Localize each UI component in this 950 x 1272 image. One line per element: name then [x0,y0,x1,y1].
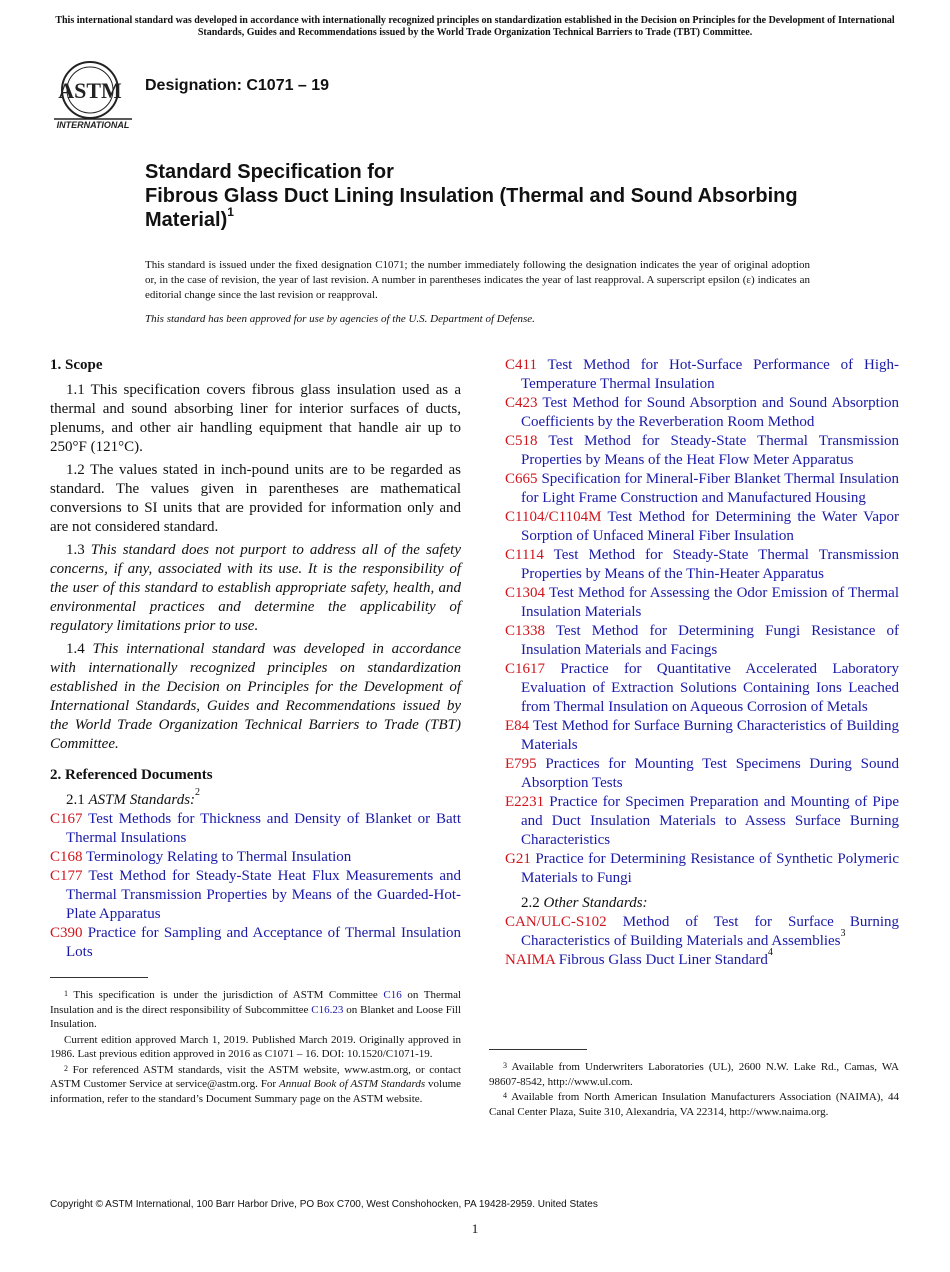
issue-note: This standard is issued under the fixed designation C1071; the number immediately following the designation indicates the year of original adoption or, in the case of revision, the year of last revision. A number in parentheses indicates the year of last reapproval. A superscript epsilon (ε) indicates an editorial change since the last revision or reapproval. [145,259,810,301]
top-notice: This international standard was developed in accordance with internationally recognized principles on standardization established in the Decision on Principles for the Development of International Standards, Guides and Recommendations issued by the World Trade Organization Technical Barriers to Trade (TBT) Committee. [55,15,895,38]
ref-item[interactable] [505,622,899,660]
title-main: Fibrous Glass Duct Lining Insulation (Thermal and Sound Absorbing Material) [145,185,798,231]
astm-standards-subheading [66,787,461,810]
ref-item[interactable] [505,850,899,888]
section-heading-scope: 1. Scope [50,357,103,373]
ref-code[interactable]: C1617 [505,661,546,677]
ref-item[interactable] [505,755,899,793]
subcommittee-link[interactable]: C16.23 [311,1003,344,1016]
logo-text: ASTM [58,78,122,103]
ref-item[interactable] [505,793,899,850]
ref-item[interactable] [505,470,899,508]
ref-item[interactable] [50,924,461,962]
ref-title[interactable]: Practices for Mounting Test Specimens During Sound Absorption Tests [521,756,900,791]
footnote-4 [489,1090,899,1119]
ref-code[interactable]: C665 [505,471,538,487]
page-number: 1 [471,1221,479,1236]
ref-footnote-mark: 4 [767,947,773,958]
astm-standards-label: ASTM Standards: [88,792,196,808]
ref-item[interactable] [505,913,899,951]
ref-code[interactable]: G21 [505,851,531,867]
footnote-2-book-title: Annual Book of ASTM Standards [279,1078,426,1090]
ref-code[interactable]: C423 [505,395,538,411]
scope-1-1: 1.1 This specification covers fibrous glass insulation used as a thermal and sound absorbing liner for interior surfaces of ducts, plenums, and other air handling equipment that handle air up to 250°F (121°C). [50,382,461,455]
other-standards-label: Other Standards: [543,895,648,911]
footnote-2 [50,1063,461,1107]
astm-refs-right [505,356,899,888]
footnote-divider-right [489,1049,587,1050]
footnote-3-text: Available from Underwriters Laboratories (UL), 2600 N.W. Lake Rd., Camas, WA 98607-8542, http://www.ul.com. [489,1061,899,1088]
scope-1-4 [50,640,461,754]
footnotes-right [489,1060,899,1120]
ref-code[interactable]: C167 [50,811,83,827]
dod-approval-note: This standard has been approved for use by agencies of the U.S. Department of Defense. [145,313,535,325]
ref-code[interactable]: C1304 [505,585,546,601]
section-heading-referenced-documents: 2. Referenced Documents [50,767,213,783]
ref-title[interactable]: Practice for Specimen Preparation and Mounting of Pipe and Duct Insulation Materials to Assess Surface Burning Characteristics [521,794,899,848]
other-standards-number: 2.2 [521,895,540,911]
scope-1-4-number: 1.4 [66,641,85,657]
ref-item[interactable] [505,717,899,755]
footnote-divider-left [50,977,148,978]
ref-item[interactable] [505,546,899,584]
document-title [145,160,865,232]
footnote-1-text-c: on Blanket and Loose Fill Insulation. [50,1003,462,1030]
ref-item[interactable] [505,432,899,470]
ref-code[interactable]: C411 [505,357,537,373]
ref-title[interactable]: Test Method for Hot-Surface Performance of High-Temperature Thermal Insulation [521,357,899,392]
ref-title[interactable]: Specification for Mineral-Fiber Blanket Thermal Insulation for Light Frame Construction and Manufactured Housing [521,471,899,506]
designation: Designation: C1071 – 19 [145,77,330,94]
footnote-2-text-a: For referenced ASTM standards, visit the ASTM website, www.astm.org, or contact ASTM Customer Service at service@astm.org. For [50,1063,462,1090]
ref-code[interactable]: E84 [505,718,530,734]
footnotes-left [50,988,461,1107]
ref-code[interactable]: C168 [50,849,83,865]
ref-code[interactable]: C177 [50,868,83,884]
ref-code[interactable]: C390 [50,925,83,941]
scope-1-3-text: This standard does not purport to address all of the safety concerns, if any, associated with its use. It is the responsibility of the user of this standard to establish appropriate safety, health, and environmental practices and determine the applicability of regulatory limitations prior to use. [50,542,461,634]
ref-code[interactable]: CAN/ULC-S102 [505,914,607,930]
astm-logo [52,58,134,132]
astm-refs-left [50,810,461,962]
ref-title[interactable]: Test Method for Assessing the Odor Emission of Thermal Insulation Materials [521,585,899,620]
scope-1-3-number: 1.3 [66,542,85,558]
ref-code[interactable]: C1338 [505,623,546,639]
ref-title[interactable]: Test Method for Steady-State Heat Flux Measurements and Thermal Transmission Properties by Means of the Guarded-Hot-Plate Apparatus [66,868,462,922]
other-standards-subheading [521,894,899,913]
ref-title[interactable]: Test Method for Sound Absorption and Sound Absorption Coefficients by the Reverberation Room Method [521,395,899,430]
footnote-1-text-a: This specification is under the jurisdiction of ASTM Committee [73,989,378,1001]
scope-1-2: 1.2 The values stated in inch-pound units are to be regarded as standard. The values given in parentheses are mathematical conversions to SI units that are provided for information only and are not considered standard. [50,462,461,535]
ref-title[interactable]: Test Method for Surface Burning Characteristics of Building Materials [521,718,899,753]
title-line-1: Standard Specification for [145,161,394,183]
ref-code[interactable]: E2231 [505,794,545,810]
ref-title[interactable]: Test Method for Steady-State Thermal Transmission Properties by Means of the Thin-Heater Apparatus [521,547,900,582]
ref-footnote-mark: 3 [840,928,846,939]
ref-item[interactable] [50,810,461,848]
title-line-2 [145,184,865,232]
footnote-1-edition: Current edition approved March 1, 2019. Published March 2019. Originally approved in 1986. Last previous edition approved in 2016 as C1071 – 16. DOI: 10.1520/C1071-19. [50,1033,461,1060]
copyright-line: Copyright © ASTM International, 100 Barr Harbor Drive, PO Box C700, West Conshohocken, PA 19428-2959. United States [50,1199,598,1210]
scope-1-3 [50,541,461,636]
left-column [50,356,461,962]
ref-item[interactable] [50,848,461,867]
ref-title[interactable]: Terminology Relating to Thermal Insulation [86,849,352,865]
scope-1-4-text: This international standard was developed in accordance with internationally recognized principles on standardization established in the Decision on Principles for the Development of International Standards, Guides and Recommendations issued by the World Trade Organization Technical Barriers to Trade (TBT) Committee. [50,641,462,752]
ref-title[interactable]: Practice for Determining Resistance of Synthetic Polymeric Materials to Fungi [521,851,900,886]
ref-title[interactable]: Test Method for Determining Fungi Resistance of Insulation Materials and Facings [521,623,899,658]
ref-title[interactable]: Test Method for Determining the Water Vapor Sorption of Unfaced Mineral Fiber Insulation [521,509,899,544]
ref-code[interactable]: C1114 [505,547,544,563]
ref-item[interactable] [505,508,899,546]
ref-title[interactable]: Fibrous Glass Duct Liner Standard [558,952,768,968]
astm-standards-number: 2.1 [66,792,85,808]
ref-title[interactable]: Method of Test for Surface Burning Characteristics of Building Materials and Assemblies [521,914,899,949]
ref-item[interactable] [505,584,899,622]
footnote-1 [50,988,461,1032]
ref-item[interactable] [505,947,899,970]
right-column [505,356,899,970]
footnote-4-mark: 4 [503,1091,507,1100]
ref-item[interactable] [505,660,899,717]
footnote-3 [489,1060,899,1089]
footnote-1-mark: 1 [64,989,68,998]
footnote-2-text-b: volume information, refer to the standard’s Document Summary page on the ASTM website. [50,1078,462,1105]
ref-code[interactable]: C1104/C1104M [505,509,602,525]
logo-caption: INTERNATIONAL [56,120,130,130]
ref-item[interactable] [50,867,461,924]
ref-code[interactable]: E795 [505,756,537,772]
ref-item[interactable] [505,394,899,432]
title-footnote-mark: 1 [227,205,234,219]
ref-code[interactable]: NAIMA [505,952,556,968]
footnote-4-text: Available from North American Insulation Manufacturers Association (NAIMA), 44 Canal Center Plaza, Suite 310, Alexandria, VA 22314, http://www.naima.org. [489,1091,899,1118]
ref-title[interactable]: Test Method for Steady-State Thermal Transmission Properties by Means of the Heat Flow Meter Apparatus [521,433,900,468]
committee-link[interactable]: C16 [383,989,402,1001]
ref-title[interactable]: Practice for Quantitative Accelerated Laboratory Evaluation of Extraction Solutions Containing Ions Leached from Thermal Insulation on Aqueous Corrosion of Metals [521,661,899,715]
footnote-2-mark: 2 [64,1063,68,1073]
ref-item[interactable] [505,356,899,394]
footnote-3-mark: 3 [503,1061,507,1070]
astm-standards-footnote-mark: 2 [195,787,201,798]
ref-code[interactable]: C518 [505,433,538,449]
ref-title[interactable]: Practice for Sampling and Acceptance of Thermal Insulation Lots [66,925,461,960]
ref-title[interactable]: Test Methods for Thickness and Density of Blanket or Batt Thermal Insulations [66,811,461,846]
footnote-1-text-b: on Thermal Insulation and is the direct responsibility of Subcommittee [50,989,462,1016]
